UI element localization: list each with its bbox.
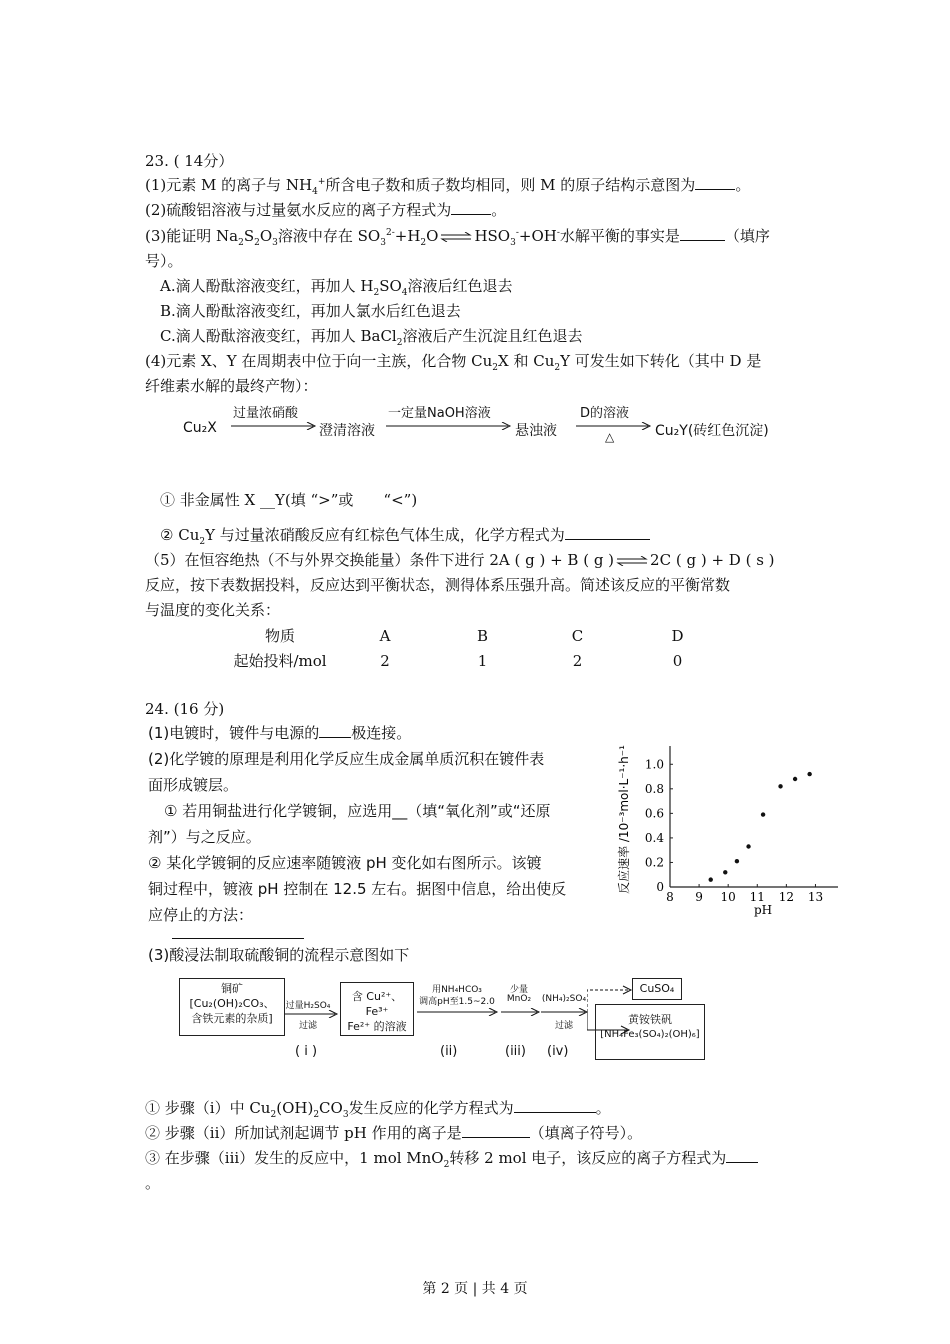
table-cell: D: [671, 626, 684, 645]
arrow-label: 过滤: [554, 1021, 573, 1031]
arrow-icon: [576, 422, 652, 430]
x-tick-label: 13: [807, 890, 824, 904]
q23-part4: (4)元素 X、Y 在周期表中位于向一主族，化合物 $Cu_2X$ 和 $Cu_2Y$ 可发生如下转化（其中 D 是: [145, 352, 762, 373]
y-tick-label: 0.4: [644, 830, 664, 845]
q23-part5-cont: 反应，按下表数据投料，反应达到平衡状态，测得体系压强升高。简述该反应的平衡常数: [145, 576, 731, 594]
flow-end: Cu₂Y(砖红色沉淀): [655, 423, 769, 439]
ore-box: [179, 978, 285, 1036]
q24-line: ① 若用铜盐进行化学镀铜，应选用__（填“氧化剂”或“还原: [164, 802, 551, 820]
step-label: (iii): [505, 1044, 526, 1059]
data-point: [746, 844, 750, 848]
jarosite-box: [595, 1004, 705, 1060]
step-label: (iv): [547, 1044, 569, 1059]
answer-blank[interactable]: [172, 938, 304, 939]
answer-blank[interactable]: [451, 200, 491, 215]
table-cell: 2: [380, 651, 390, 670]
table-cell: 1: [477, 651, 488, 670]
q24-line: 铜过程中，镀液 pH 控制在 12.5 左右。据图中信息，给出使反: [148, 880, 567, 898]
solution-box: [340, 982, 414, 1036]
q23-part5-cont2: 与温度的变化关系：: [145, 601, 281, 619]
table-cell: 物质: [264, 627, 295, 645]
x-tick-label: 8: [666, 890, 674, 904]
q24-line: (1)电镀时，镀件与电源的 极连接。: [148, 724, 412, 742]
ore-formula: [Cu₂(OH)₂CO₃、: [189, 997, 275, 1010]
q24-line: 剂”）与之反应。: [148, 828, 261, 846]
q23-part2: (2)硫酸铝溶液与过量氨水反应的离子方程式为 。: [145, 201, 507, 219]
q24-line: 面形成镀层。: [148, 776, 239, 794]
flow-start: Cu₂X: [183, 420, 217, 436]
page-footer: 第 2 页 | 共 4 页: [422, 1281, 528, 1297]
equilibrium-arrow-icon: [440, 232, 472, 242]
q24-sub3-3: ③ 在步骤（iii）发生的反应中，1 mol MnO$_2$转移 2 mol 电子，该反应的离子方程式为: [145, 1147, 758, 1169]
q24-line: (2)化学镀的原理是利用化学反应生成金属单质沉积在镀件表: [148, 750, 545, 768]
q24-sub3-1: ① 步骤（i）中 $Cu_2(OH)_2CO_3$发生反应的化学方程式为 。: [145, 1099, 611, 1120]
table-cell: 2: [572, 651, 583, 670]
q23-part3-cont: 号）。: [145, 252, 183, 270]
option-a: A.滴人酚酞溶液变红，再加人 $H_2SO_4$溶液后红色退去: [160, 277, 513, 298]
q24-sub3-3-end: 。: [145, 1174, 161, 1192]
table-row: [225, 623, 730, 648]
equilibrium-arrow-icon: [616, 556, 648, 566]
q24-part3-title: (3)酸浸法制取硫酸铜的流程示意图如下: [148, 946, 410, 964]
process-diagram: [175, 972, 715, 1072]
step-label: ( i ): [295, 1044, 318, 1059]
q23-sub4-2: ② $Cu_2Y$ 与过量浓硝酸反应有红棕色气体生成，化学方程式为: [160, 524, 650, 546]
flow-arrow1-label: 过量浓硝酸: [233, 406, 299, 421]
answer-blank[interactable]: [680, 226, 725, 241]
answer-blank[interactable]: [319, 723, 351, 738]
data-point: [793, 777, 797, 781]
data-point: [761, 812, 765, 816]
solution-ions: 含 Cu²⁺、Fe³⁺: [351, 990, 403, 1018]
arrow-label: 过量H₂SO₄: [285, 1001, 331, 1011]
answer-blank[interactable]: [514, 1098, 596, 1113]
table-row: [225, 648, 730, 673]
jarosite-formula: [NH₄Fe₃(SO₄)₂(OH)₆]: [600, 1029, 700, 1040]
arrow-label: 用NH₄HCO₃: [432, 985, 482, 995]
q23-part5: （5）在恒容绝热（不与外界交换能量）条件下进行 2A ( g ) + B ( g ) 2C ( g ) + D ( s ): [145, 551, 775, 569]
q24-line: ② 某化学镀铜的反应速率随镀液 pH 变化如右图所示。该镀: [148, 854, 542, 872]
ore-label: 铜矿: [221, 982, 243, 995]
data-point: [807, 772, 811, 776]
x-axis-label: pH: [754, 903, 773, 917]
table-cell: C: [571, 626, 584, 645]
flow-arrow2-label: 一定量NaOH溶液: [388, 406, 491, 421]
answer-blank[interactable]: [726, 1148, 758, 1163]
x-tick-label: 12: [778, 890, 795, 904]
arrow-icon: [501, 1008, 541, 1016]
arrow-icon: [285, 1010, 339, 1018]
data-point: [709, 877, 713, 881]
arrow-icon: [386, 422, 512, 430]
conversion-flow: [183, 408, 793, 448]
arrow-label: (NH₄)₂SO₄: [541, 994, 587, 1004]
y-tick-label: 0: [656, 880, 664, 894]
q23-part3: (3)能证明 $Na_2S_2O_3$溶液中存在 $SO_3^{2-}+H_2O$ $HSO_3^-+OH^-$水解平衡的事实是 （填序: [145, 227, 770, 248]
option-b: B.滴人酚酞溶液变红，再加人氯水后红色退去: [160, 302, 461, 320]
x-tick-label: 10: [720, 890, 736, 904]
table-cell: 起始投料/mol: [233, 652, 327, 670]
jarosite-label: 黄铵铁矾: [628, 1013, 672, 1026]
arrow-label: MnO₂: [506, 994, 532, 1004]
flow-step1: 澄清溶液: [319, 423, 375, 439]
rate-vs-ph-chart: [614, 742, 840, 922]
q24-header: 24. (16 分): [145, 700, 225, 718]
q23-part1: (1)元素 M 的离子与 $NH_4^+$所含电子数和质子数均相同，则 M 的原子结构示意图为 。: [145, 176, 751, 197]
copper-sulfate-box: CuSO₄: [632, 978, 682, 1000]
y-tick-label: 0.6: [644, 806, 664, 821]
option-c: C.滴人酚酞溶液变红，再加人 BaCl$_2$溶液后产生沉淀且红色退去: [160, 327, 583, 348]
arrow-label: 调高pH至1.5~2.0: [419, 997, 495, 1007]
y-tick-label: 0.8: [644, 781, 664, 796]
data-point: [778, 784, 782, 788]
x-tick-label: 9: [695, 890, 703, 904]
q24-line: 应停止的方法：: [148, 906, 254, 924]
arrow-icon: [417, 1008, 499, 1016]
solution-label: Fe²⁺ 的溶液: [347, 1020, 407, 1033]
table-cell: A: [379, 626, 391, 645]
ore-impurity: 含铁元素的杂质]: [191, 1012, 273, 1025]
q23-header: 23. ( 14分）: [145, 152, 234, 170]
q24-text-block: [148, 720, 618, 928]
q24-sub3-2: ② 步骤（ii）所加试剂起调节 pH 作用的离子是 （填离子符号）。: [145, 1124, 643, 1142]
step-label: (ii): [440, 1044, 458, 1059]
y-axis-label: 反应速率 /10⁻³mol·L⁻¹·h⁻¹: [617, 745, 631, 894]
table-cell: B: [476, 626, 489, 645]
arrow-icon: [541, 1008, 589, 1016]
x-tick-label: 11: [749, 890, 765, 904]
data-point: [735, 859, 739, 863]
table-cell: 0: [672, 651, 683, 670]
arrow-icon: [231, 422, 317, 430]
flow-arrow3-condition: △: [605, 430, 615, 444]
answer-blank[interactable]: [565, 525, 650, 540]
data-point: [723, 870, 727, 874]
arrow-label: 过滤: [298, 1021, 317, 1031]
arrow-label: 少量: [509, 985, 528, 995]
feed-table: [225, 623, 730, 673]
y-tick-label: 0.2: [644, 855, 664, 870]
flow-arrow3-label: D的溶液: [580, 406, 630, 421]
answer-blank[interactable]: [695, 175, 735, 190]
q23-part4-cont: 纤维素水解的最终产物）：: [145, 377, 318, 395]
y-tick-label: 1.0: [644, 757, 664, 772]
flow-step2: 悬浊液: [515, 423, 557, 439]
q23-sub4-1: ① 非金属性 X __Y(填 “>”或 “<”): [160, 491, 418, 509]
answer-blank[interactable]: [462, 1123, 530, 1138]
